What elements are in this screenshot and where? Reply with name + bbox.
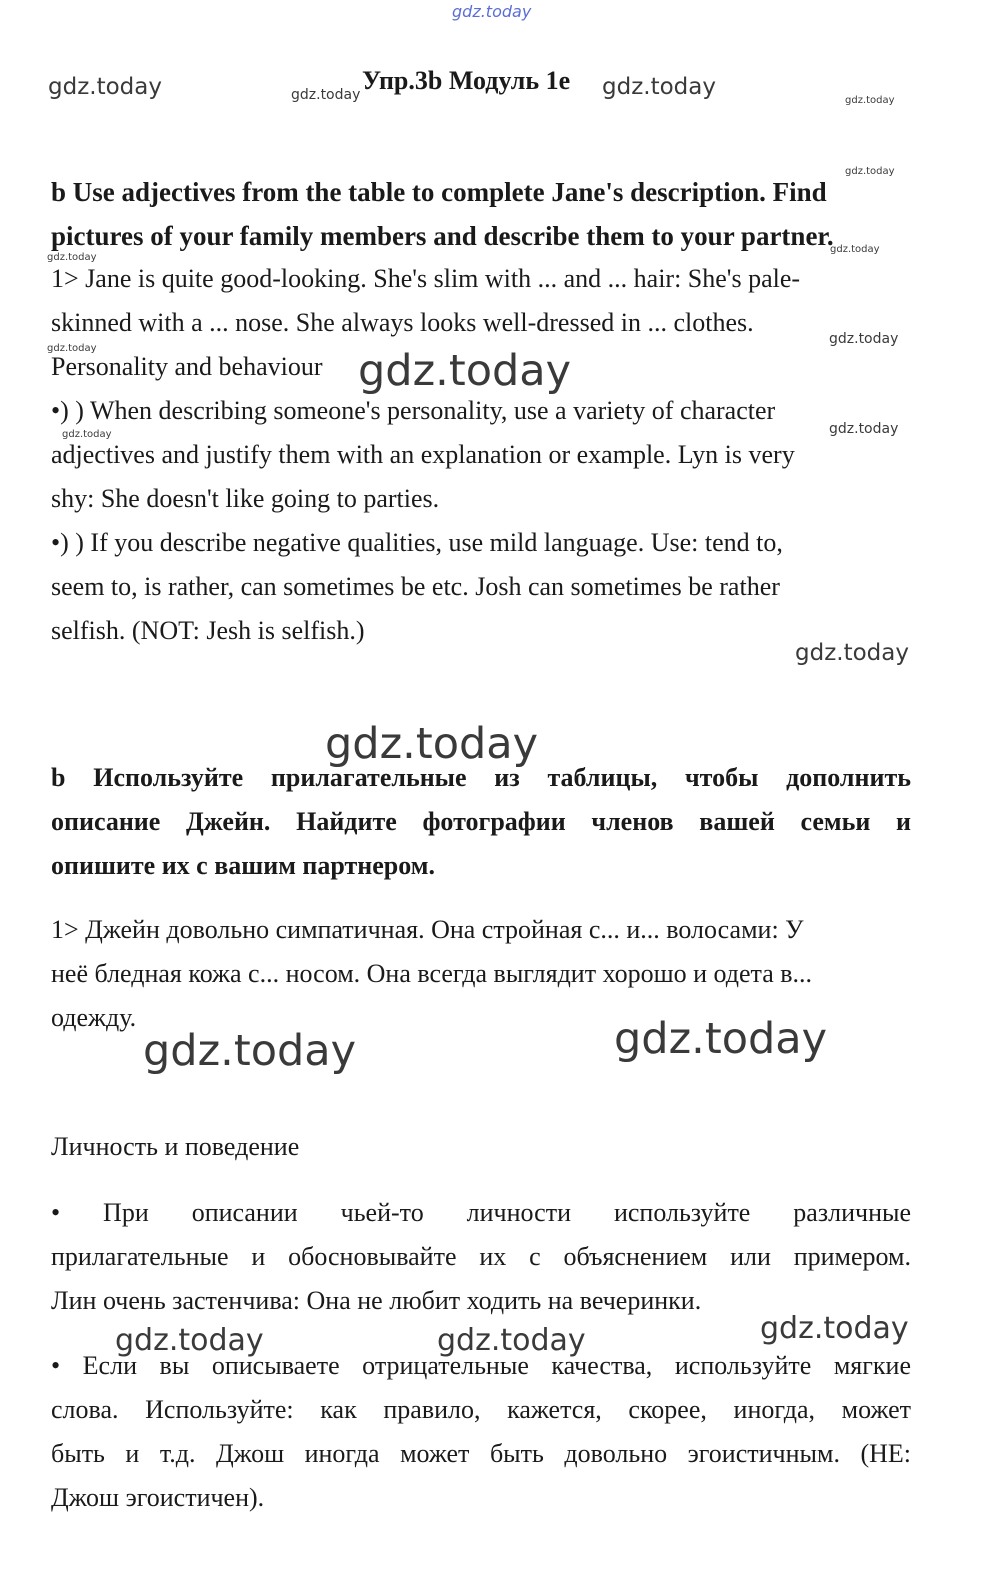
watermark: gdz.today: [830, 244, 880, 255]
text-line: b Используйте прилагательные из таблицы, чтобы дополнить: [51, 763, 911, 792]
watermark: gdz.today: [829, 331, 899, 347]
watermark: gdz.today: [829, 421, 899, 437]
text-line: •) ) If you describe negative qualities, use mild language. Use: tend to,: [51, 528, 783, 557]
text-line: skinned with a ... nose. She always looks well-dressed in ... clothes.: [51, 308, 754, 337]
text-line: 1> Джейн довольно симпатичная. Она стройная с... и... волосами: У: [51, 915, 804, 944]
russian-tip-2: [51, 1344, 911, 1520]
english-tip-2: [51, 521, 911, 653]
watermark-top: gdz.today: [452, 2, 532, 21]
english-example: [51, 257, 911, 345]
text-line: adjectives and justify them with an explanation or example. Lyn is very: [51, 440, 795, 469]
text-line: • Если вы описываете отрицательные качества, используйте мягкие: [51, 1351, 911, 1380]
watermark: gdz.today: [795, 640, 909, 666]
watermark: gdz.today: [845, 166, 895, 177]
text-line: одежду.: [51, 1003, 137, 1032]
watermark: gdz.today: [48, 74, 162, 100]
text-line: прилагательные и обосновывайте их с объяснением или примером.: [51, 1242, 911, 1271]
watermark: gdz.today: [47, 252, 97, 263]
watermark: gdz.today: [358, 346, 572, 396]
watermark: gdz.today: [845, 95, 895, 106]
english-tip-1: [51, 389, 911, 521]
text-line: seem to, is rather, can sometimes be etc. Josh can sometimes be rather: [51, 572, 780, 601]
russian-task: [51, 756, 911, 888]
russian-heading: Личность и поведение: [51, 1132, 300, 1161]
watermark: gdz.today: [760, 1311, 909, 1346]
watermark: gdz.today: [602, 74, 716, 100]
text-line: быть и т.д. Джош иногда может быть довольно эгоистичным. (НЕ:: [51, 1439, 911, 1468]
text-line: b Use adjectives from the table to complete Jane's description. Find: [51, 177, 827, 207]
text-line: Лин очень застенчива: Она не любит ходить на вечеринки.: [51, 1286, 702, 1315]
watermark: gdz.today: [614, 1014, 828, 1064]
watermark: gdz.today: [291, 87, 361, 103]
english-task: [51, 170, 911, 258]
watermark: gdz.today: [325, 719, 539, 769]
text-line: shy: She doesn't like going to parties.: [51, 484, 440, 513]
russian-tip-1: [51, 1191, 911, 1323]
watermark: gdz.today: [143, 1026, 357, 1076]
text-line: pictures of your family members and describe them to your partner.: [51, 221, 834, 251]
watermark: gdz.today: [62, 429, 112, 440]
watermark: gdz.today: [47, 343, 97, 354]
watermark: gdz.today: [437, 1323, 586, 1358]
text-line: • При описании чьей-то личности используйте различные: [51, 1198, 911, 1227]
text-line: опишите их с вашим партнером.: [51, 851, 435, 880]
text-line: selfish. (NOT: Jesh is selfish.): [51, 616, 365, 645]
text-line: слова. Используйте: как правило, кажется, скорее, иногда, может: [51, 1395, 911, 1424]
text-line: Джош эгоистичен).: [51, 1483, 265, 1512]
page-title: Упр.3b Модуль 1e: [362, 66, 571, 95]
russian-example: [51, 908, 911, 1040]
watermark: gdz.today: [115, 1323, 264, 1358]
text-line: описание Джейн. Найдите фотографии членов вашей семьи и: [51, 807, 911, 836]
text-line: •) ) When describing someone's personality, use a variety of character: [51, 396, 776, 425]
text-line: 1> Jane is quite good-looking. She's slim with ... and ... hair: She's pale-: [51, 264, 801, 293]
text-line: неё бледная кожа с... носом. Она всегда выглядит хорошо и одета в...: [51, 959, 813, 988]
english-heading: Personality and behaviour: [51, 352, 323, 381]
